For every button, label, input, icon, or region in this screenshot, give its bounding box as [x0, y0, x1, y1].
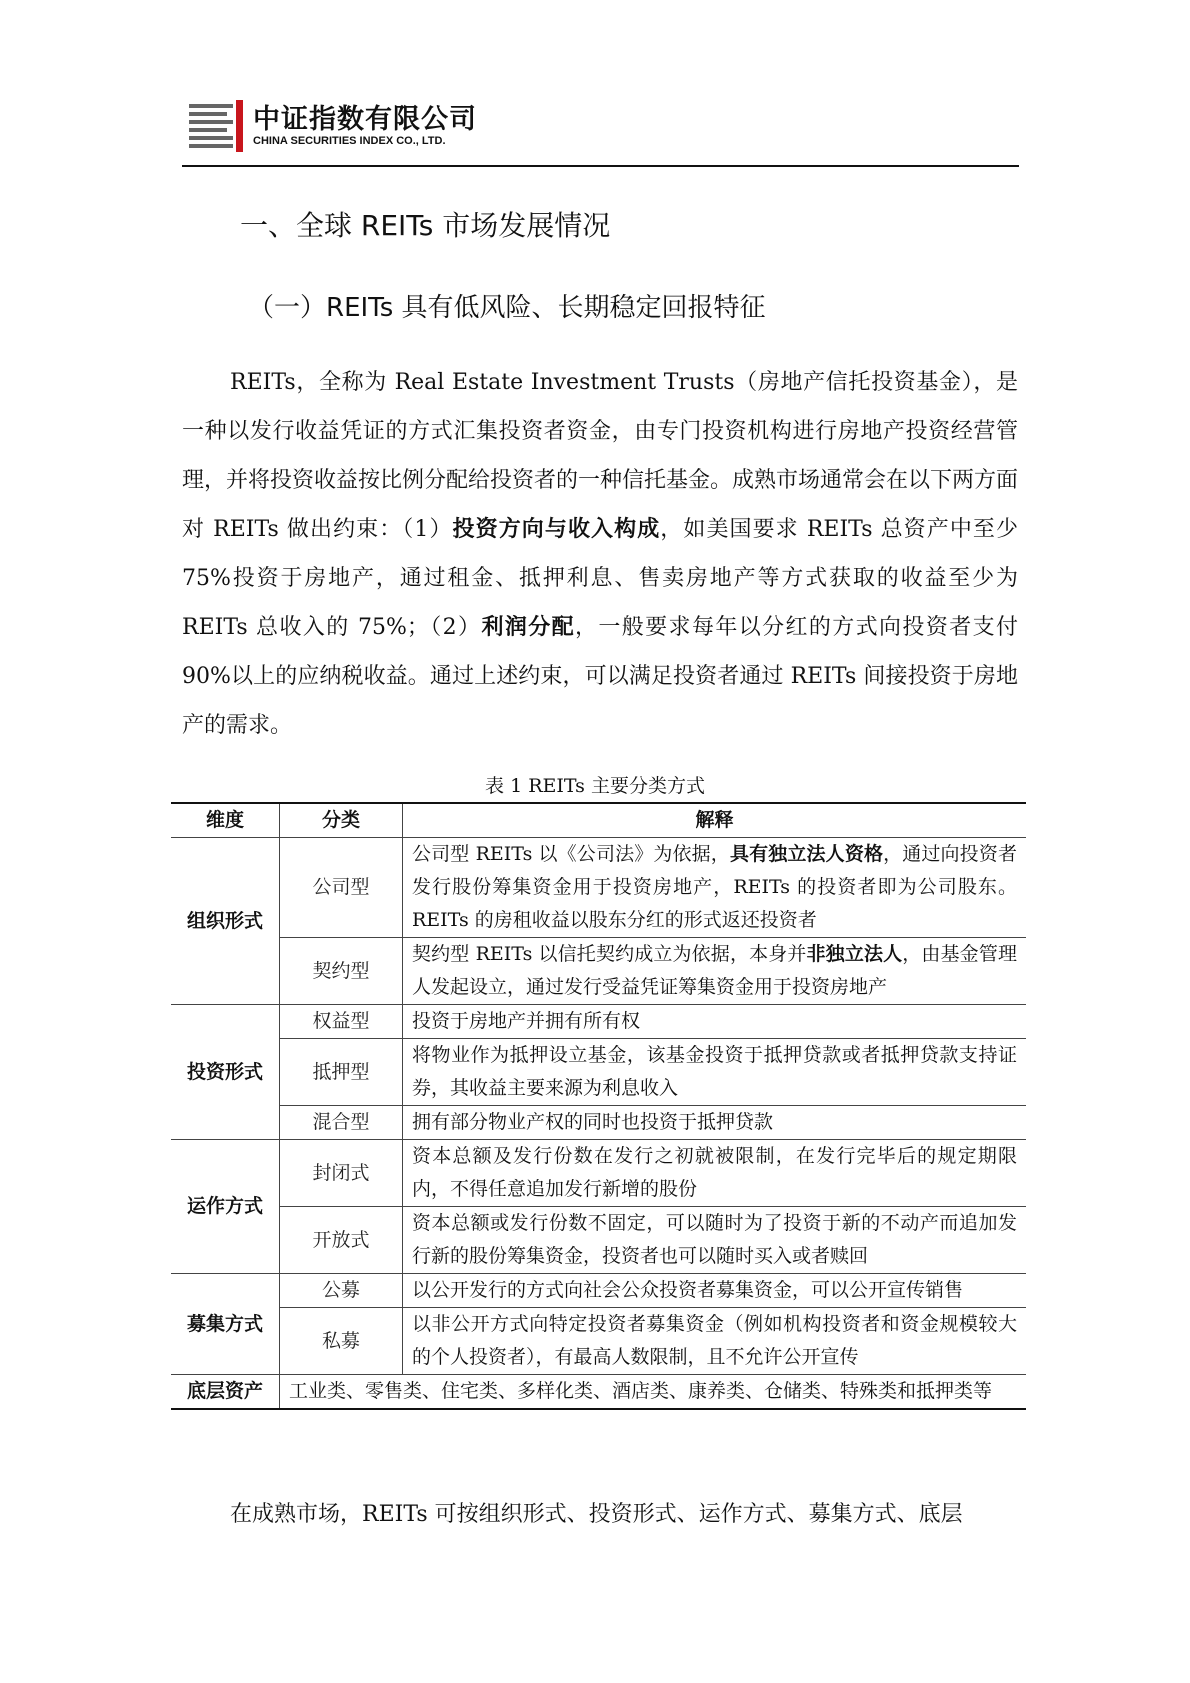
closing-paragraph: 在成熟市场，REITs 可按组织形式、投资形式、运作方式、募集方式、底层 [230, 1502, 963, 1527]
explanation-cell: 以非公开方式向特定投资者募集资金（例如机构投资者和资金规模较大的个人投资者），有最高人数限制，且不允许公开宣传 [403, 1308, 1027, 1375]
explanation-cell: 以公开发行的方式向社会公众投资者募集资金，可以公开宣传销售 [403, 1274, 1027, 1308]
table-row [171, 1274, 1026, 1308]
dimension-cell: 组织形式 [171, 838, 280, 1005]
paragraph-text: REITs，全称为 Real Estate Investment Trusts（房地产信托投资基金），是一种以发行收益凭证的方式汇集投资者资金，由专门投资机构进行房地产投资经营管理，并将投资收益按比例分配给投资者的一种信托基金。成熟市场通常会在以下两方面对 REITs 做出约束：（1） [182, 370, 1019, 542]
paragraph-text: ，如美国要求 REITs 总资产中至少 75%投资于房地产，通过租金、抵押利息、售卖房地产等方式获取的收益至少为 REITs 总收入的 75%；（2） [182, 517, 1018, 640]
logo-mark-icon [189, 100, 245, 152]
dimension-cell: 运作方式 [171, 1140, 280, 1274]
category-cell: 混合型 [280, 1106, 403, 1140]
explanation-text: 契约型 REITs 以信托契约成立为依据，本身并 [412, 943, 807, 965]
explanation-text: 公司型 REITs 以《公司法》为依据， [412, 843, 730, 865]
explanation-cell: 资本总额或发行份数不固定，可以随时为了投资于新的不动产而追加发行新的股份筹集资金，投资者也可以随时买入或者赎回 [403, 1207, 1027, 1274]
category-cell: 开放式 [280, 1207, 403, 1274]
table-row [171, 1308, 1026, 1375]
header-divider [182, 165, 1019, 167]
table-caption: 表 1 REITs 主要分类方式 [485, 775, 705, 797]
dimension-cell: 募集方式 [171, 1274, 280, 1375]
category-cell: 契约型 [280, 938, 403, 1005]
subsection-heading: （一）REITs 具有低风险、长期稳定回报特征 [248, 293, 766, 323]
table-row [171, 1106, 1026, 1140]
explanation-cell: 拥有部分物业产权的同时也投资于抵押贷款 [403, 1106, 1027, 1140]
paragraph-bold-text: 利润分配 [481, 615, 575, 640]
explanation-cell: 资本总额及发行份数在发行之初就被限制，在发行完毕后的规定期限内，不得任意追加发行新增的股份 [403, 1140, 1027, 1207]
table-row [171, 1207, 1026, 1274]
explanation-bold-text: 具有独立法人资格 [729, 843, 884, 865]
section-heading: 一、全球 REITs 市场发展情况 [240, 209, 611, 242]
intro-paragraph [182, 358, 1018, 750]
category-cell: 权益型 [280, 1005, 403, 1039]
explanation-text: ，通过向投资者发行股份筹集资金用于投资房地产，REITs 的投资者即为公司股东。REITs 的房租收益以股东分红的形式返还投资者 [412, 843, 1017, 931]
column-header: 分类 [280, 803, 403, 838]
column-header: 解释 [403, 803, 1027, 838]
explanation-cell: 将物业作为抵押设立基金，该基金投资于抵押贷款或者抵押贷款支持证券，其收益主要来源为利息收入 [403, 1039, 1027, 1106]
column-header: 维度 [171, 803, 280, 838]
table-row [171, 838, 1026, 938]
table-header-row [171, 803, 1026, 838]
reits-classification-table [171, 802, 1026, 1410]
explanation-text: ，由基金管理人发起设立，通过发行受益凭证筹集资金用于投资房地产 [412, 943, 1017, 998]
explanation-cell [403, 938, 1027, 1005]
table-row [171, 1375, 1026, 1410]
paragraph-text: ，一般要求每年以分红的方式向投资者支付 90%以上的应纳税收益。通过上述约束，可以满足投资者通过 REITs 间接投资于房地产的需求。 [182, 615, 1018, 738]
category-cell: 公募 [280, 1274, 403, 1308]
category-cell: 抵押型 [280, 1039, 403, 1106]
table-row [171, 938, 1026, 1005]
logo-chinese-name: 中证指数有限公司 [253, 103, 477, 135]
paragraph-bold-text: 投资方向与收入构成 [452, 517, 661, 542]
explanation-bold-text: 非独立法人 [806, 943, 903, 965]
explanation-cell: 工业类、零售类、住宅类、多样化类、酒店类、康养类、仓储类、特殊类和抵押类等 [280, 1375, 1027, 1410]
company-logo [189, 100, 477, 152]
logo-english-name: CHINA SECURITIES INDEX CO., LTD. [253, 134, 446, 147]
explanation-cell: 投资于房地产并拥有所有权 [403, 1005, 1027, 1039]
dimension-cell: 投资形式 [171, 1005, 280, 1140]
category-cell: 公司型 [280, 838, 403, 938]
table-row [171, 1005, 1026, 1039]
table-row [171, 1039, 1026, 1106]
table-row [171, 1140, 1026, 1207]
category-cell: 私募 [280, 1308, 403, 1375]
explanation-cell [403, 838, 1027, 938]
dimension-cell: 底层资产 [171, 1375, 280, 1410]
category-cell: 封闭式 [280, 1140, 403, 1207]
